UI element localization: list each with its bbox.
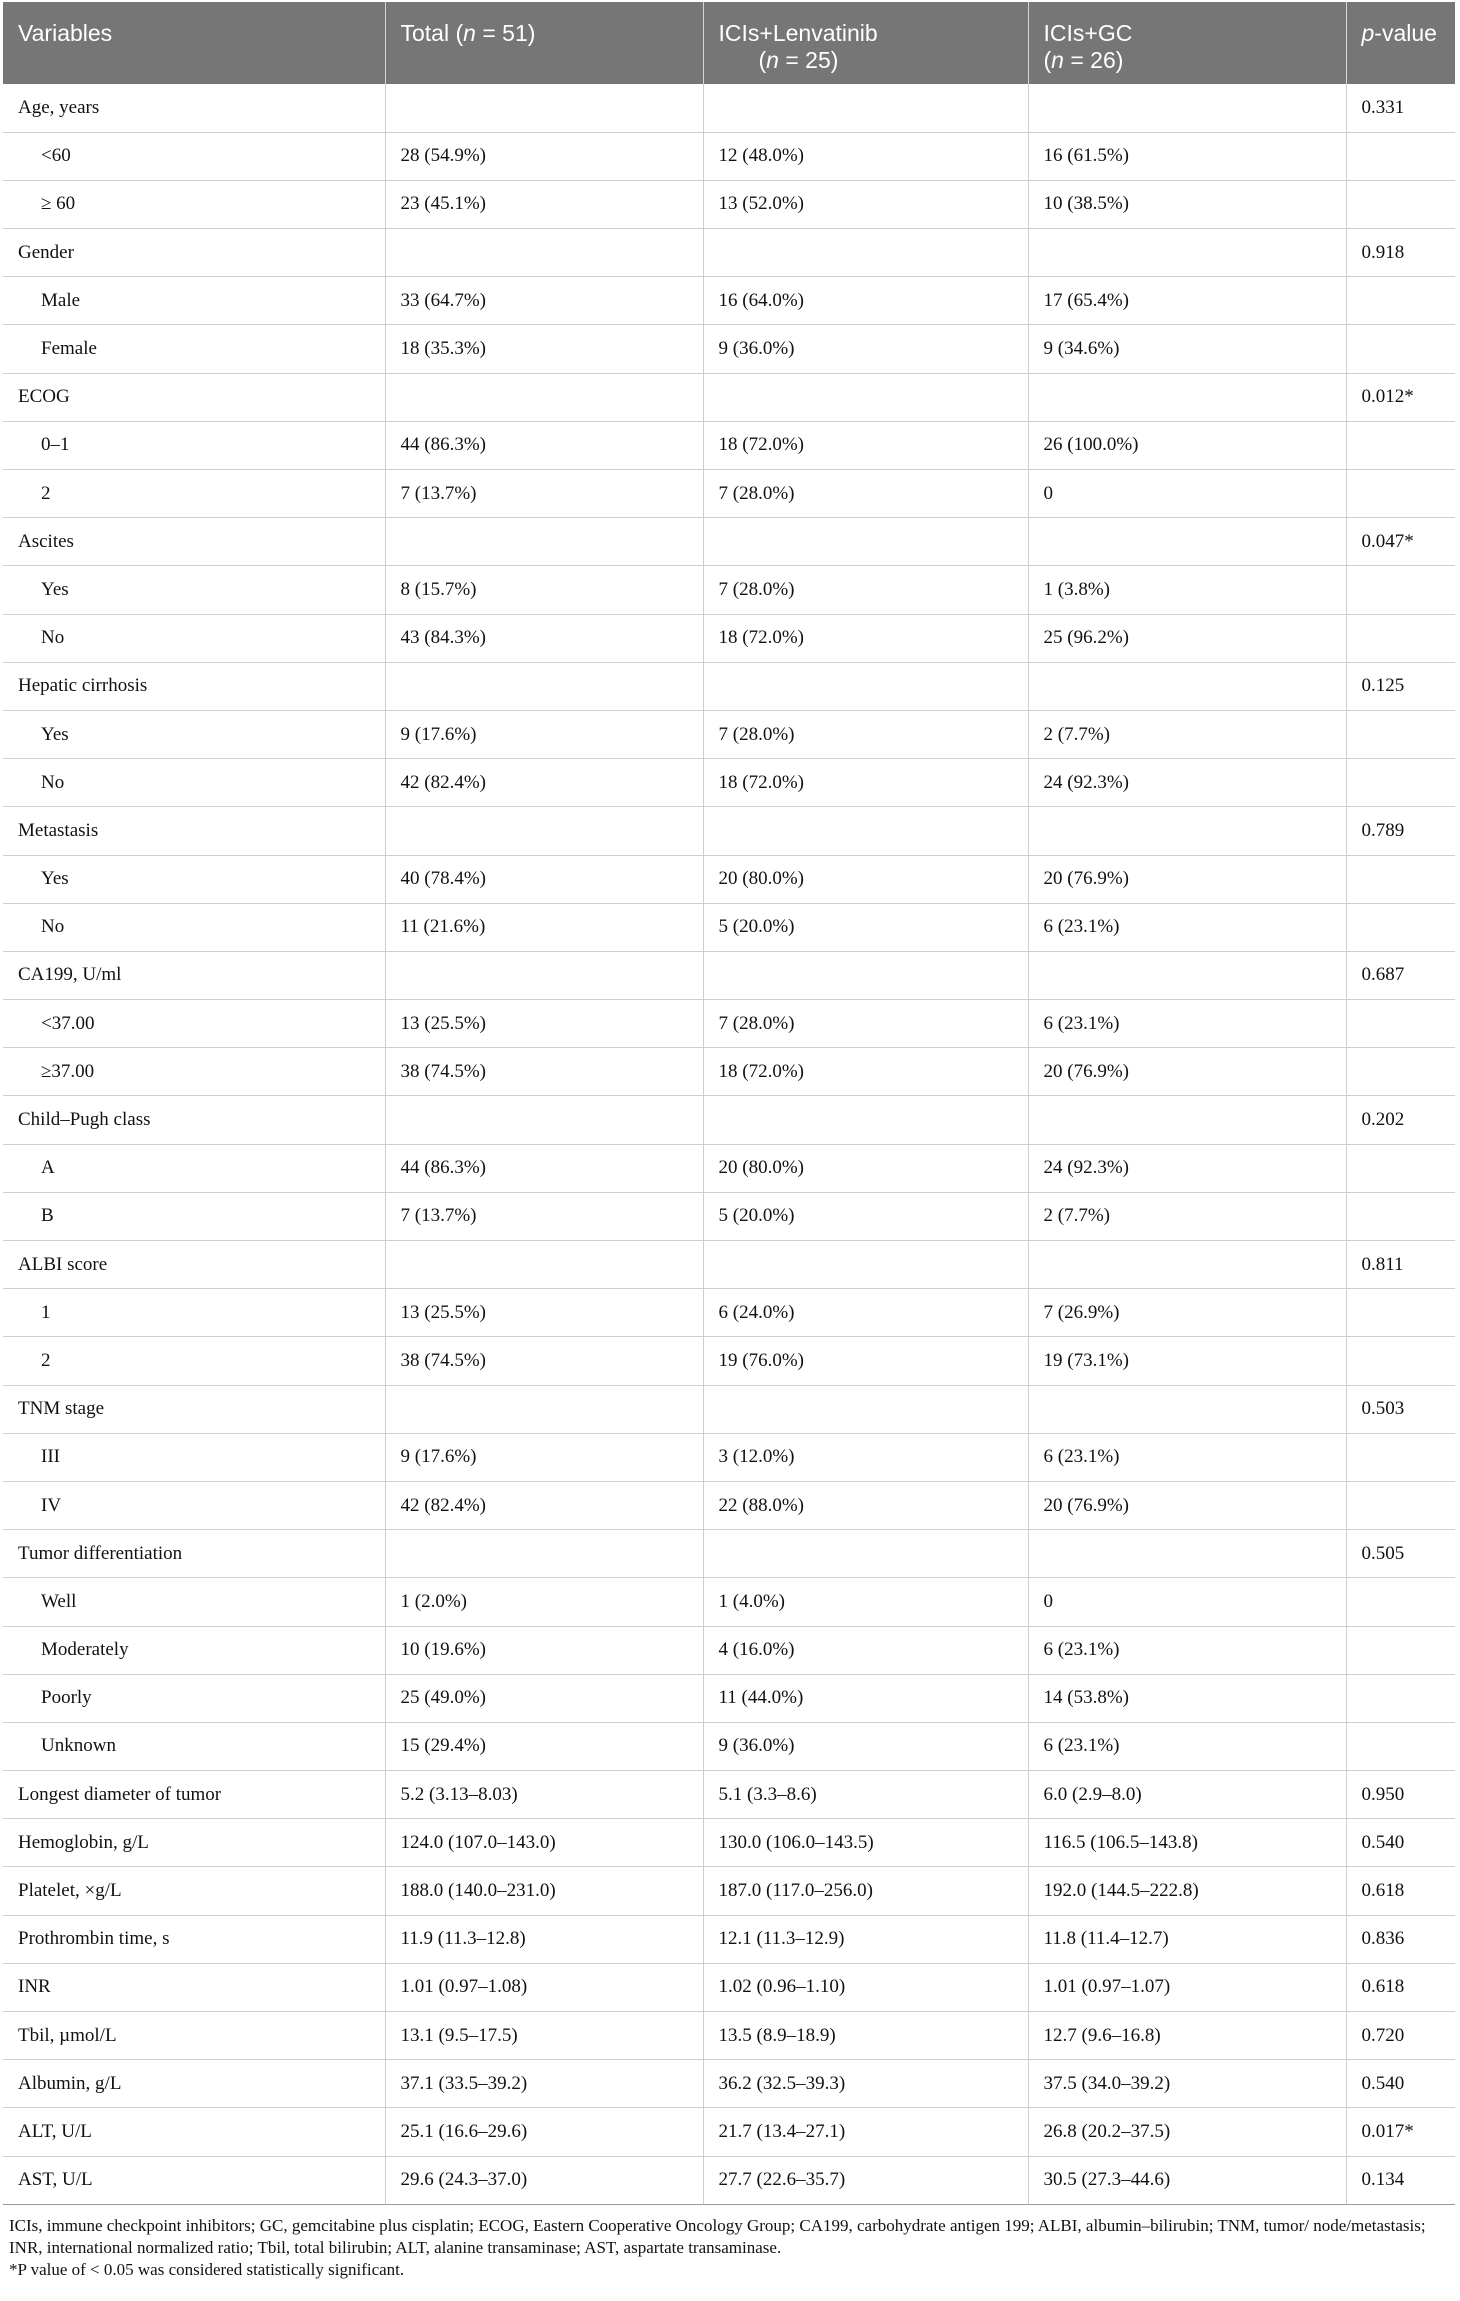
table-subrow <box>3 277 1455 325</box>
table-row <box>3 2060 1455 2108</box>
table-subrow <box>3 759 1455 807</box>
cell-icis-lenvatinib: 7 (28.0%) <box>703 566 1028 614</box>
cell-total: 13.1 (9.5–17.5) <box>385 2012 703 2060</box>
cell-variable: Ascites <box>3 518 385 566</box>
cell-variable: ALBI score <box>3 1241 385 1289</box>
cell-total: 15 (29.4%) <box>385 1722 703 1770</box>
cell-variable: <37.00 <box>3 1000 385 1048</box>
header-icis-lenvatinib: ICIs+Lenvatinib (n = 25) <box>703 2 1028 84</box>
cell-variable: Yes <box>3 855 385 903</box>
cell-icis-lenvatinib <box>703 373 1028 421</box>
cell-p-value: 0.918 <box>1346 229 1455 277</box>
table-subrow <box>3 710 1455 758</box>
cell-variable: Albumin, g/L <box>3 2060 385 2108</box>
cell-variable: Longest diameter of tumor <box>3 1771 385 1819</box>
cell-icis-lenvatinib: 130.0 (106.0–143.5) <box>703 1819 1028 1867</box>
cell-icis-lenvatinib <box>703 518 1028 566</box>
cell-icis-lenvatinib <box>703 1241 1028 1289</box>
cell-icis-lenvatinib: 27.7 (22.6–35.7) <box>703 2156 1028 2204</box>
cell-p-value <box>1346 421 1455 469</box>
cell-p-value: 0.202 <box>1346 1096 1455 1144</box>
cell-p-value: 0.017* <box>1346 2108 1455 2156</box>
cell-icis-lenvatinib: 9 (36.0%) <box>703 325 1028 373</box>
table-row <box>3 1385 1455 1433</box>
cell-total <box>385 229 703 277</box>
cell-p-value <box>1346 1144 1455 1192</box>
cell-variable: A <box>3 1144 385 1192</box>
cell-variable: III <box>3 1433 385 1481</box>
cell-icis-lenvatinib: 5 (20.0%) <box>703 1192 1028 1240</box>
cell-p-value <box>1346 277 1455 325</box>
cell-icis-lenvatinib: 18 (72.0%) <box>703 614 1028 662</box>
cell-p-value <box>1346 710 1455 758</box>
cell-total: 9 (17.6%) <box>385 1433 703 1481</box>
cell-p-value: 0.331 <box>1346 84 1455 132</box>
cell-p-value <box>1346 1337 1455 1385</box>
cell-p-value <box>1346 325 1455 373</box>
cell-p-value: 0.540 <box>1346 2060 1455 2108</box>
cell-total: 1 (2.0%) <box>385 1578 703 1626</box>
cell-total: 43 (84.3%) <box>385 614 703 662</box>
cell-icis-gc: 7 (26.9%) <box>1028 1289 1346 1337</box>
cell-icis-lenvatinib: 12 (48.0%) <box>703 132 1028 180</box>
cell-icis-lenvatinib <box>703 662 1028 710</box>
cell-icis-gc: 37.5 (34.0–39.2) <box>1028 2060 1346 2108</box>
cell-variable: No <box>3 903 385 951</box>
cell-total <box>385 1385 703 1433</box>
cell-total <box>385 807 703 855</box>
cell-p-value <box>1346 1674 1455 1722</box>
table-body <box>3 84 1455 2204</box>
footnote-abbreviations: ICIs, immune checkpoint inhibitors; GC, gemcitabine plus cisplatin; ECOG, Eastern Cooperative Oncology Group; CA199, carbohydrate antigen 199; ALBI, albumin–bilirubin; TNM, tumor/ node/metastasis; INR, international normalized ratio; Tbil, total bilirubin; ALT, alanine transaminase; AST, aspartate transaminase. <box>9 2215 1426 2257</box>
cell-icis-gc: 0 <box>1028 470 1346 518</box>
cell-variable: Age, years <box>3 84 385 132</box>
cell-icis-gc <box>1028 1385 1346 1433</box>
cell-total: 37.1 (33.5–39.2) <box>385 2060 703 2108</box>
table-subrow <box>3 566 1455 614</box>
cell-icis-gc: 6 (23.1%) <box>1028 1433 1346 1481</box>
cell-icis-gc: 26.8 (20.2–37.5) <box>1028 2108 1346 2156</box>
cell-p-value <box>1346 1433 1455 1481</box>
cell-variable: Female <box>3 325 385 373</box>
cell-icis-lenvatinib: 21.7 (13.4–27.1) <box>703 2108 1028 2156</box>
cell-total: 25.1 (16.6–29.6) <box>385 2108 703 2156</box>
cell-icis-lenvatinib <box>703 229 1028 277</box>
table-subrow <box>3 1578 1455 1626</box>
table-header <box>3 2 1455 84</box>
cell-total: 23 (45.1%) <box>385 180 703 228</box>
table-subrow <box>3 614 1455 662</box>
cell-total: 38 (74.5%) <box>385 1048 703 1096</box>
table-row <box>3 1241 1455 1289</box>
cell-total <box>385 373 703 421</box>
table-subrow <box>3 180 1455 228</box>
cell-icis-gc: 26 (100.0%) <box>1028 421 1346 469</box>
table-subrow <box>3 1048 1455 1096</box>
baseline-characteristics-table <box>3 2 1455 2205</box>
cell-icis-lenvatinib: 1.02 (0.96–1.10) <box>703 1963 1028 2011</box>
cell-total <box>385 1241 703 1289</box>
table-row <box>3 662 1455 710</box>
table-row <box>3 1867 1455 1915</box>
cell-total: 18 (35.3%) <box>385 325 703 373</box>
cell-icis-gc: 17 (65.4%) <box>1028 277 1346 325</box>
cell-p-value <box>1346 903 1455 951</box>
cell-total: 25 (49.0%) <box>385 1674 703 1722</box>
cell-p-value <box>1346 1626 1455 1674</box>
cell-variable: ≥37.00 <box>3 1048 385 1096</box>
table-row <box>3 373 1455 421</box>
cell-icis-lenvatinib: 7 (28.0%) <box>703 1000 1028 1048</box>
cell-total: 10 (19.6%) <box>385 1626 703 1674</box>
cell-icis-gc: 20 (76.9%) <box>1028 855 1346 903</box>
cell-total: 188.0 (140.0–231.0) <box>385 1867 703 1915</box>
header-icis-gc: ICIs+GC (n = 26) <box>1028 2 1346 84</box>
cell-p-value: 0.687 <box>1346 951 1455 999</box>
table-row <box>3 1096 1455 1144</box>
cell-total: 42 (82.4%) <box>385 1481 703 1529</box>
cell-variable: Hemoglobin, g/L <box>3 1819 385 1867</box>
cell-icis-lenvatinib: 12.1 (11.3–12.9) <box>703 1915 1028 1963</box>
cell-p-value: 0.618 <box>1346 1963 1455 2011</box>
cell-p-value <box>1346 1048 1455 1096</box>
table-subrow <box>3 1722 1455 1770</box>
cell-variable: Well <box>3 1578 385 1626</box>
cell-icis-lenvatinib: 18 (72.0%) <box>703 1048 1028 1096</box>
cell-p-value <box>1346 1192 1455 1240</box>
table-row <box>3 2012 1455 2060</box>
cell-icis-lenvatinib: 1 (4.0%) <box>703 1578 1028 1626</box>
cell-variable: Yes <box>3 710 385 758</box>
cell-total: 1.01 (0.97–1.08) <box>385 1963 703 2011</box>
header-variables: Variables <box>3 2 385 84</box>
cell-p-value: 0.047* <box>1346 518 1455 566</box>
cell-icis-lenvatinib: 4 (16.0%) <box>703 1626 1028 1674</box>
cell-icis-lenvatinib: 5.1 (3.3–8.6) <box>703 1771 1028 1819</box>
cell-p-value <box>1346 470 1455 518</box>
cell-icis-lenvatinib: 3 (12.0%) <box>703 1433 1028 1481</box>
cell-p-value: 0.505 <box>1346 1530 1455 1578</box>
cell-p-value: 0.503 <box>1346 1385 1455 1433</box>
cell-variable: Unknown <box>3 1722 385 1770</box>
cell-variable: Metastasis <box>3 807 385 855</box>
cell-p-value <box>1346 180 1455 228</box>
cell-total: 124.0 (107.0–143.0) <box>385 1819 703 1867</box>
table-subrow <box>3 1192 1455 1240</box>
cell-icis-lenvatinib: 187.0 (117.0–256.0) <box>703 1867 1028 1915</box>
cell-icis-gc <box>1028 1530 1346 1578</box>
cell-icis-gc: 14 (53.8%) <box>1028 1674 1346 1722</box>
cell-icis-lenvatinib <box>703 84 1028 132</box>
cell-icis-lenvatinib: 16 (64.0%) <box>703 277 1028 325</box>
cell-variable: Hepatic cirrhosis <box>3 662 385 710</box>
cell-icis-gc: 116.5 (106.5–143.8) <box>1028 1819 1346 1867</box>
table-row <box>3 2156 1455 2204</box>
table-subrow <box>3 903 1455 951</box>
table-subrow <box>3 1674 1455 1722</box>
cell-variable: B <box>3 1192 385 1240</box>
table-row <box>3 1771 1455 1819</box>
table-row <box>3 229 1455 277</box>
cell-icis-lenvatinib: 18 (72.0%) <box>703 759 1028 807</box>
cell-p-value <box>1346 614 1455 662</box>
cell-icis-gc: 192.0 (144.5–222.8) <box>1028 1867 1346 1915</box>
cell-total: 13 (25.5%) <box>385 1000 703 1048</box>
cell-variable: Prothrombin time, s <box>3 1915 385 1963</box>
cell-total <box>385 662 703 710</box>
cell-p-value <box>1346 855 1455 903</box>
cell-variable: AST, U/L <box>3 2156 385 2204</box>
table-row <box>3 807 1455 855</box>
cell-total <box>385 518 703 566</box>
cell-icis-gc: 24 (92.3%) <box>1028 1144 1346 1192</box>
cell-icis-gc: 24 (92.3%) <box>1028 759 1346 807</box>
cell-variable: ECOG <box>3 373 385 421</box>
table-row <box>3 1963 1455 2011</box>
table-row <box>3 518 1455 566</box>
cell-icis-gc: 1 (3.8%) <box>1028 566 1346 614</box>
cell-total: 29.6 (24.3–37.0) <box>385 2156 703 2204</box>
cell-variable: Gender <box>3 229 385 277</box>
cell-icis-lenvatinib: 20 (80.0%) <box>703 1144 1028 1192</box>
cell-variable: No <box>3 759 385 807</box>
cell-total <box>385 84 703 132</box>
cell-icis-gc: 6 (23.1%) <box>1028 1626 1346 1674</box>
cell-icis-gc: 20 (76.9%) <box>1028 1048 1346 1096</box>
cell-icis-gc <box>1028 807 1346 855</box>
cell-icis-lenvatinib: 5 (20.0%) <box>703 903 1028 951</box>
cell-icis-lenvatinib: 19 (76.0%) <box>703 1337 1028 1385</box>
cell-icis-gc <box>1028 1241 1346 1289</box>
cell-p-value <box>1346 1578 1455 1626</box>
table-row <box>3 1530 1455 1578</box>
table-row <box>3 1819 1455 1867</box>
cell-p-value: 0.789 <box>1346 807 1455 855</box>
cell-variable: Tumor differentiation <box>3 1530 385 1578</box>
cell-icis-lenvatinib <box>703 1385 1028 1433</box>
cell-variable: Platelet, ×g/L <box>3 1867 385 1915</box>
cell-variable: 1 <box>3 1289 385 1337</box>
cell-p-value: 0.836 <box>1346 1915 1455 1963</box>
cell-total: 5.2 (3.13–8.03) <box>385 1771 703 1819</box>
table-row <box>3 2108 1455 2156</box>
cell-p-value: 0.134 <box>1346 2156 1455 2204</box>
cell-p-value <box>1346 566 1455 614</box>
cell-total: 28 (54.9%) <box>385 132 703 180</box>
cell-icis-lenvatinib <box>703 951 1028 999</box>
table-footnotes <box>3 2205 1455 2281</box>
cell-variable: No <box>3 614 385 662</box>
table-subrow <box>3 1481 1455 1529</box>
cell-total <box>385 1096 703 1144</box>
cell-variable: CA199, U/ml <box>3 951 385 999</box>
cell-variable: INR <box>3 1963 385 2011</box>
cell-p-value <box>1346 1722 1455 1770</box>
cell-total: 40 (78.4%) <box>385 855 703 903</box>
cell-icis-lenvatinib: 11 (44.0%) <box>703 1674 1028 1722</box>
cell-icis-gc <box>1028 518 1346 566</box>
cell-icis-gc: 19 (73.1%) <box>1028 1337 1346 1385</box>
cell-icis-gc: 9 (34.6%) <box>1028 325 1346 373</box>
cell-variable: ≥ 60 <box>3 180 385 228</box>
cell-icis-gc: 0 <box>1028 1578 1346 1626</box>
table-row <box>3 1915 1455 1963</box>
cell-icis-gc <box>1028 951 1346 999</box>
cell-variable: ALT, U/L <box>3 2108 385 2156</box>
cell-icis-gc: 10 (38.5%) <box>1028 180 1346 228</box>
cell-icis-gc: 16 (61.5%) <box>1028 132 1346 180</box>
cell-icis-gc: 2 (7.7%) <box>1028 710 1346 758</box>
header-p-value: p-value <box>1346 2 1455 84</box>
cell-variable: TNM stage <box>3 1385 385 1433</box>
table-row <box>3 951 1455 999</box>
cell-total: 7 (13.7%) <box>385 1192 703 1240</box>
cell-p-value: 0.720 <box>1346 2012 1455 2060</box>
cell-icis-gc <box>1028 1096 1346 1144</box>
cell-variable: IV <box>3 1481 385 1529</box>
cell-icis-gc: 6 (23.1%) <box>1028 1722 1346 1770</box>
cell-icis-gc <box>1028 373 1346 421</box>
cell-icis-lenvatinib: 13.5 (8.9–18.9) <box>703 2012 1028 2060</box>
cell-icis-gc: 6 (23.1%) <box>1028 903 1346 951</box>
footnote-significance: *P value of < 0.05 was considered statistically significant. <box>9 2259 405 2279</box>
cell-total: 33 (64.7%) <box>385 277 703 325</box>
cell-variable: Tbil, µmol/L <box>3 2012 385 2060</box>
cell-icis-lenvatinib: 6 (24.0%) <box>703 1289 1028 1337</box>
cell-icis-gc: 20 (76.9%) <box>1028 1481 1346 1529</box>
cell-variable: Yes <box>3 566 385 614</box>
cell-total: 8 (15.7%) <box>385 566 703 614</box>
cell-icis-gc: 6.0 (2.9–8.0) <box>1028 1771 1346 1819</box>
table-subrow <box>3 855 1455 903</box>
cell-total: 44 (86.3%) <box>385 1144 703 1192</box>
cell-total: 9 (17.6%) <box>385 710 703 758</box>
cell-variable: <60 <box>3 132 385 180</box>
table-subrow <box>3 421 1455 469</box>
cell-icis-lenvatinib: 18 (72.0%) <box>703 421 1028 469</box>
cell-variable: Male <box>3 277 385 325</box>
cell-icis-lenvatinib: 13 (52.0%) <box>703 180 1028 228</box>
cell-p-value <box>1346 132 1455 180</box>
cell-icis-gc: 30.5 (27.3–44.6) <box>1028 2156 1346 2204</box>
cell-total: 38 (74.5%) <box>385 1337 703 1385</box>
table-container <box>3 2 1455 2281</box>
cell-variable: Child–Pugh class <box>3 1096 385 1144</box>
cell-icis-gc: 6 (23.1%) <box>1028 1000 1346 1048</box>
table-subrow <box>3 132 1455 180</box>
cell-icis-lenvatinib: 7 (28.0%) <box>703 710 1028 758</box>
cell-total: 11.9 (11.3–12.8) <box>385 1915 703 1963</box>
cell-icis-gc <box>1028 84 1346 132</box>
cell-icis-gc: 25 (96.2%) <box>1028 614 1346 662</box>
cell-icis-lenvatinib: 22 (88.0%) <box>703 1481 1028 1529</box>
table-subrow <box>3 1337 1455 1385</box>
cell-total: 44 (86.3%) <box>385 421 703 469</box>
cell-icis-lenvatinib: 7 (28.0%) <box>703 470 1028 518</box>
table-subrow <box>3 325 1455 373</box>
cell-icis-gc <box>1028 229 1346 277</box>
table-subrow <box>3 1433 1455 1481</box>
cell-p-value: 0.125 <box>1346 662 1455 710</box>
cell-variable: 0–1 <box>3 421 385 469</box>
cell-icis-lenvatinib: 20 (80.0%) <box>703 855 1028 903</box>
cell-p-value <box>1346 1481 1455 1529</box>
table-subrow <box>3 1289 1455 1337</box>
cell-p-value: 0.811 <box>1346 1241 1455 1289</box>
cell-variable: Poorly <box>3 1674 385 1722</box>
cell-icis-gc <box>1028 662 1346 710</box>
cell-p-value <box>1346 759 1455 807</box>
cell-total: 13 (25.5%) <box>385 1289 703 1337</box>
header-total: Total (n = 51) <box>385 2 703 84</box>
cell-total: 7 (13.7%) <box>385 470 703 518</box>
cell-icis-lenvatinib <box>703 807 1028 855</box>
table-row <box>3 84 1455 132</box>
table-subrow <box>3 1000 1455 1048</box>
cell-icis-lenvatinib: 9 (36.0%) <box>703 1722 1028 1770</box>
cell-p-value <box>1346 1000 1455 1048</box>
cell-p-value: 0.540 <box>1346 1819 1455 1867</box>
cell-icis-gc: 11.8 (11.4–12.7) <box>1028 1915 1346 1963</box>
table-subrow <box>3 470 1455 518</box>
cell-p-value: 0.950 <box>1346 1771 1455 1819</box>
cell-p-value: 0.618 <box>1346 1867 1455 1915</box>
cell-icis-gc: 1.01 (0.97–1.07) <box>1028 1963 1346 2011</box>
cell-icis-lenvatinib <box>703 1096 1028 1144</box>
cell-icis-gc: 2 (7.7%) <box>1028 1192 1346 1240</box>
table-subrow <box>3 1144 1455 1192</box>
cell-total <box>385 951 703 999</box>
cell-total: 11 (21.6%) <box>385 903 703 951</box>
table-subrow <box>3 1626 1455 1674</box>
cell-total: 42 (82.4%) <box>385 759 703 807</box>
cell-p-value <box>1346 1289 1455 1337</box>
cell-p-value: 0.012* <box>1346 373 1455 421</box>
cell-icis-lenvatinib: 36.2 (32.5–39.3) <box>703 2060 1028 2108</box>
cell-icis-gc: 12.7 (9.6–16.8) <box>1028 2012 1346 2060</box>
cell-variable: Moderately <box>3 1626 385 1674</box>
cell-variable: 2 <box>3 470 385 518</box>
cell-variable: 2 <box>3 1337 385 1385</box>
cell-total <box>385 1530 703 1578</box>
cell-icis-lenvatinib <box>703 1530 1028 1578</box>
